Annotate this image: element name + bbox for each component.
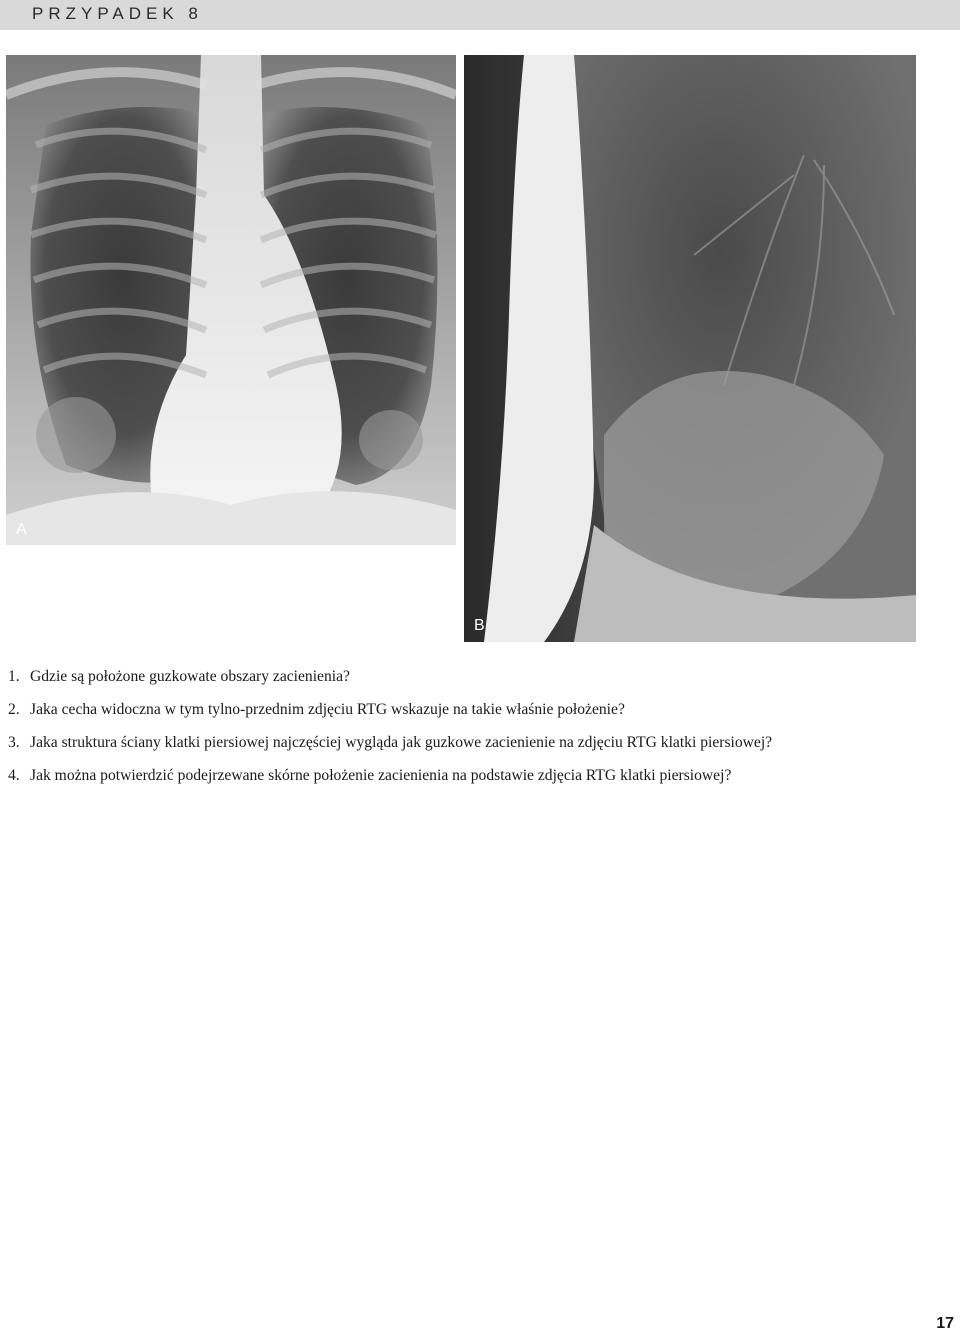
figure-label-a: A bbox=[16, 521, 27, 538]
question-text: Jaka cecha widoczna w tym tylno-przednim zdjęciu RTG wskazuje na takie właśnie położenie? bbox=[30, 701, 625, 718]
question-text: Jak można potwierdzić podejrzewane skórne położenie zacienienia na podstawie zdjęcia RTG klatki piersiowej? bbox=[30, 767, 732, 784]
xray-image-a bbox=[6, 55, 456, 545]
chapter-header-bar bbox=[0, 0, 960, 30]
page-number: 17 bbox=[936, 1315, 954, 1332]
chapter-title: PRZYPADEK 8 bbox=[32, 4, 203, 23]
question-item bbox=[8, 699, 953, 732]
question-number: 3. bbox=[8, 734, 20, 751]
xray-figure-a bbox=[6, 55, 456, 545]
question-text: Gdzie są położone guzkowate obszary zacienienia? bbox=[30, 668, 350, 685]
question-item bbox=[8, 765, 953, 798]
xray-figure-b bbox=[464, 55, 916, 642]
xray-image-b bbox=[464, 55, 916, 642]
question-number: 2. bbox=[8, 701, 20, 718]
question-number: 4. bbox=[8, 767, 20, 784]
question-item bbox=[8, 732, 953, 765]
question-text: Jaka struktura ściany klatki piersiowej najczęściej wygląda jak guzkowe zacienienie na zdjęciu RTG klatki piersiowej? bbox=[30, 734, 773, 751]
question-item bbox=[8, 666, 953, 699]
question-number: 1. bbox=[8, 668, 20, 685]
figure-label-b: B bbox=[474, 617, 485, 634]
question-list bbox=[8, 666, 953, 798]
